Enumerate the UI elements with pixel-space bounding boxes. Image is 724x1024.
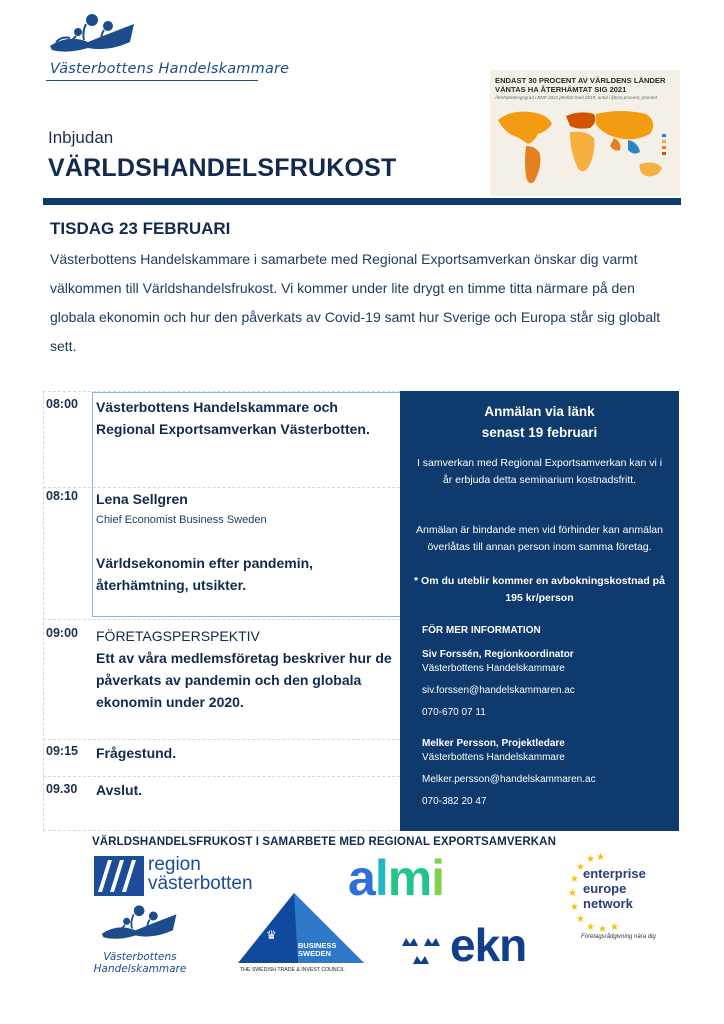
ekn-logo bbox=[398, 919, 548, 974]
more-info-heading: FÖR MER INFORMATION bbox=[422, 625, 541, 636]
almi-logo-letter: i bbox=[431, 850, 445, 906]
registration-info: I samverkan med Regional Exportsamverkan kan vi i år erbjuda detta seminarium kostnadsfritt. bbox=[416, 457, 663, 486]
registration-heading bbox=[400, 401, 679, 443]
region-logo-line: västerbotten bbox=[148, 873, 253, 894]
business-sweden-logo bbox=[238, 893, 364, 981]
invitation-overline: Inbjudan bbox=[48, 128, 114, 147]
cancellation-fee: * Om du uteblir kommer en avbokningskostnad på 195 kr/person bbox=[414, 575, 665, 604]
business-sweden-line: BUSINESS bbox=[298, 941, 337, 950]
vhk-small-logo-text bbox=[88, 951, 192, 975]
talk-topic: Världsekonomin efter pandemin, återhämtning, utsikter. bbox=[96, 555, 314, 593]
een-logo-line: enterprise bbox=[583, 866, 646, 881]
speaker-role: Chief Economist Business Sweden bbox=[96, 514, 267, 526]
contact-org: Västerbottens Handelskammare bbox=[422, 663, 565, 674]
svg-text:♛: ♛ bbox=[266, 928, 277, 942]
almi-logo-letter: a bbox=[348, 850, 375, 906]
svg-text:★: ★ bbox=[568, 888, 577, 899]
contact-phone: 070-382 20 47 bbox=[422, 796, 487, 807]
schedule-time: 09.30 bbox=[46, 782, 78, 796]
logo-underline bbox=[46, 80, 258, 81]
header-divider bbox=[43, 198, 681, 205]
svg-text:★: ★ bbox=[598, 924, 607, 932]
region-logo-line: region bbox=[148, 854, 201, 875]
svg-text:★: ★ bbox=[570, 902, 579, 913]
een-logo-text bbox=[583, 866, 646, 911]
schedule-time: 09:15 bbox=[46, 744, 78, 758]
schedule-item-title: Avslut. bbox=[96, 782, 143, 798]
vhk-logo bbox=[46, 12, 290, 84]
world-recovery-map bbox=[490, 70, 680, 196]
contact-name: Melker Persson, Projektledare bbox=[422, 738, 565, 749]
page-title: VÄRLDSHANDELSFRUKOST bbox=[48, 154, 397, 182]
event-date: TISDAG 23 FEBRUARI bbox=[50, 219, 231, 238]
map-title: ENDAST 30 PROCENT AV VÄRLDENS LÄNDER VÄNTAS HA ÅTERHÄMTAT SIG 2021 bbox=[495, 76, 666, 94]
business-sweden-name bbox=[298, 942, 336, 958]
registration-deadline: senast 19 februari bbox=[481, 425, 598, 440]
region-vasterbotten-logo bbox=[94, 855, 264, 897]
speaker-name: Lena Sellgren bbox=[96, 491, 188, 507]
map-subtitle: Återhämtningsgrad i BNP 2021 jämfört med 2019, antal i fjärsa procent, procent bbox=[495, 95, 657, 100]
svg-text:★: ★ bbox=[610, 922, 619, 932]
een-tagline: Företagsrådgivning nära dig bbox=[581, 934, 656, 940]
registration-terms: Anmälan är bindande men vid förhinder kan anmälan överlåtas till annan person inom samma företag. bbox=[416, 524, 663, 553]
schedule-item-title: Frågestund. bbox=[96, 745, 177, 761]
ekn-logo-text: ekn bbox=[450, 919, 527, 971]
svg-text:★: ★ bbox=[576, 862, 585, 873]
almi-logo-letter: l bbox=[374, 850, 388, 906]
contact-email[interactable]: Melker.persson@handelskammaren.ac bbox=[422, 774, 596, 785]
talk-topic: Ett av våra medlemsföretag beskriver hur de påverkats av pandemin och den globala ekonomin under 2020. bbox=[96, 650, 392, 710]
vhk-small-logo-line: Västerbottens bbox=[103, 951, 177, 963]
org-name: Västerbottens Handelskammare bbox=[50, 61, 290, 77]
business-sweden-line: SWEDEN bbox=[298, 949, 331, 958]
schedule-row-separator bbox=[43, 739, 400, 740]
schedule-time: 08:10 bbox=[46, 489, 78, 503]
svg-text:★: ★ bbox=[586, 854, 595, 865]
schedule-row-separator bbox=[43, 776, 400, 777]
contact-org: Västerbottens Handelskammare bbox=[422, 752, 565, 763]
contact-phone: 070-670 07 11 bbox=[422, 707, 486, 718]
schedule-item-title: FÖRETAGSPERSPEKTIV bbox=[96, 628, 260, 644]
business-sweden-tagline: THE SWEDISH TRADE & INVEST COUNCIL bbox=[240, 967, 345, 973]
contact-email[interactable]: siv.forssen@handelskammaren.ac bbox=[422, 685, 575, 696]
crown-icon bbox=[48, 12, 138, 58]
region-vasterbotten-mark-icon bbox=[94, 856, 144, 896]
svg-text:★: ★ bbox=[586, 922, 595, 932]
schedule-row-separator bbox=[43, 619, 400, 620]
contact-name: Siv Forssén, Regionkoordinator bbox=[422, 649, 574, 660]
vhk-small-logo bbox=[88, 903, 198, 983]
svg-text:★: ★ bbox=[570, 874, 579, 885]
enterprise-europe-network-logo bbox=[568, 852, 678, 947]
schedule-time: 08:00 bbox=[46, 397, 78, 411]
schedule-item-title: Västerbottens Handelskammare och Regional Exportsamverkan Västerbotten. bbox=[96, 399, 370, 437]
vhk-small-logo-line: Handelskammare bbox=[93, 963, 187, 975]
footer-heading: VÄRLDSHANDELSFRUKOST I SAMARBETE MED REGIONAL EXPORTSAMVERKAN bbox=[92, 836, 556, 848]
een-logo-line: network bbox=[583, 896, 633, 911]
registration-panel bbox=[400, 391, 679, 831]
world-map-icon bbox=[490, 102, 680, 196]
three-crowns-icon bbox=[398, 932, 448, 972]
registration-heading-line: Anmälan via länk bbox=[484, 404, 595, 419]
almi-logo-letter: m bbox=[387, 850, 432, 906]
event-intro: Västerbottens Handelskammare i samarbete med Regional Exportsamverkan önskar dig varmt välkommen till Världshandelsfrukost. Vi kommer under lite drygt en timme titta närmare på den globala ekonomin och hur den påverkats av Covid-19 samt hur Sverige och Europa står sig globalt sett. bbox=[50, 251, 661, 354]
region-logo-text bbox=[148, 855, 253, 893]
een-logo-line: europe bbox=[583, 881, 627, 896]
svg-text:★: ★ bbox=[576, 914, 585, 925]
schedule-time: 09:00 bbox=[46, 626, 78, 640]
crown-icon bbox=[100, 903, 180, 945]
svg-text:★: ★ bbox=[596, 852, 605, 863]
